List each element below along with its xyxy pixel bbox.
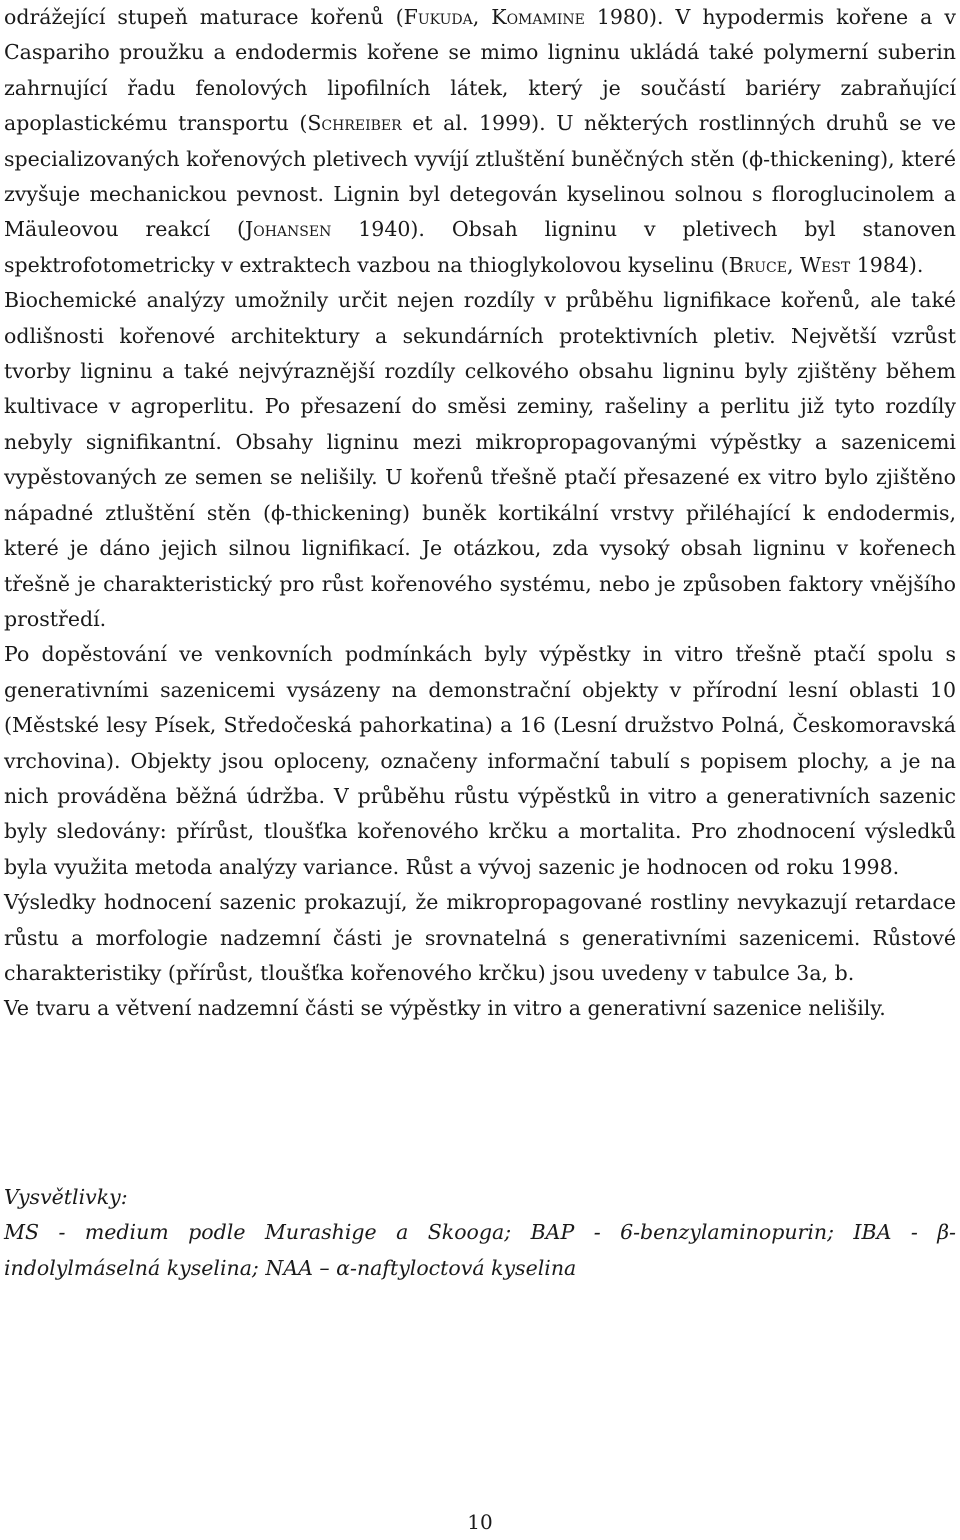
text-segment: , [786,252,801,277]
citation-author: Bruce [728,252,787,277]
paragraph-results: Výsledky hodnocení sazenic prokazují, že mikropropagované rostliny nevykazují retardace růstu a morfologie nadzemní části je srovnatelná s generativními sazenicemi. Růstové charakteristiky (přírůst, tloušťka kořenového krčku) jsou uvedeny v tabulce 3a, b. [4,890,956,985]
text-segment: odrážející stupeň maturace kořenů ( [4,5,404,29]
citation-author: Johansen [245,217,332,242]
page-number: 10 [467,1510,493,1534]
main-text [4,0,956,1027]
citation-author: West [800,252,851,277]
text-segment: 1980). V hypodermis kořene a v Caspariho proužku a endodermis kořene se mimo ligninu ukládá také polymerní suberin zahrnující řadu fenolových lipofilních látek, který je součástí bariéry zabraňující apoplastickému transportu ( [4,5,956,136]
notes-heading: Vysvětlivky: [4,1185,128,1209]
citation-author: Schreiber [307,111,402,136]
explanatory-notes [4,1180,956,1286]
notes-text: MS - medium podle Murashige a Skooga; BAP - 6-benzylaminopurin; IBA - β-indolylmáselná kyselina; NAA – α-naftyloctová kyselina [4,1220,956,1280]
paragraph-shape: Ve tvaru a větvení nadzemní části se výpěstky in vitro a generativní sazenice nelišily. [4,996,886,1021]
text-segment: 1984). [850,252,924,277]
citation-author: Komamine [491,5,585,29]
text-segment: 1940). Obsah ligninu v pletivech byl stanoven spektrofotometricky v extraktech vazbou na thioglykolovou kyselinu ( [4,217,956,277]
paragraph-lignin-detection [4,0,956,283]
text-segment: et al. 1999). U některých rostlinných druhů se ve specializovaných kořenových pletivech vyvíjí ztluštění buněčných stěn (ϕ-thickening), které zvyšuje mechanickou pevnost. Lignin byl detegován kyselinou solnou s floroglucinolem a Mäuleovou reakcí ( [4,111,956,242]
citation-author: Fukuda [403,5,473,29]
paragraph-biochemical-analyses: Biochemické analýzy umožnily určit nejen rozdíly v průběhu lignifikace kořenů, ale také odlišnosti kořenové architektury a sekundárních protektivních pletiv. Největší vzrůst tvorby ligninu a také nejvýraznější rozdíly celkového obsahu ligninu byly zjištěny během kultivace v agroperlitu. Po přesazení do směsi zeminy, rašeliny a perlitu již tyto rozdíly nebyly signifikantní. Obsahy ligninu mezi mikropropagovanými výpěstky a sazenicemi vypěstovaných ze semen se nelišily. U kořenů třešně ptačí přesazené ex vitro bylo zjištěno nápadné ztluštění stěn (ϕ-thickening) buněk kortikální vrstvy přiléhající k endodermis, které je dáno jejich silnou lignifikací. Je otázkou, zda vysoký obsah ligninu v kořenech třešně je charakteristický pro růst kořenového systému, nebo je způsoben faktory vnějšího prostředí. [4,288,956,631]
text-segment: , [472,5,492,29]
paragraph-planting: Po dopěstování ve venkovních podmínkách byly výpěstky in vitro třešně ptačí spolu s generativními sazenicemi vysázeny na demonstrační objekty v přírodní lesní oblasti 10 (Městské lesy Písek, Středočeská pahorkatina) a 16 (Lesní družstvo Polná, Českomoravská vrchovina). Objekty jsou oploceny, označeny informační tabulí s popisem plochy, a je na nich prováděna běžná údržba. V průběhu růstu výpěstků in vitro a generativních sazenic byly sledovány: přírůst, tloušťka kořenového krčku a mortalita. Pro zhodnocení výsledků byla využita metoda analýzy variance. Růst a vývoj sazenic je hodnocen od roku 1998. [4,642,956,879]
